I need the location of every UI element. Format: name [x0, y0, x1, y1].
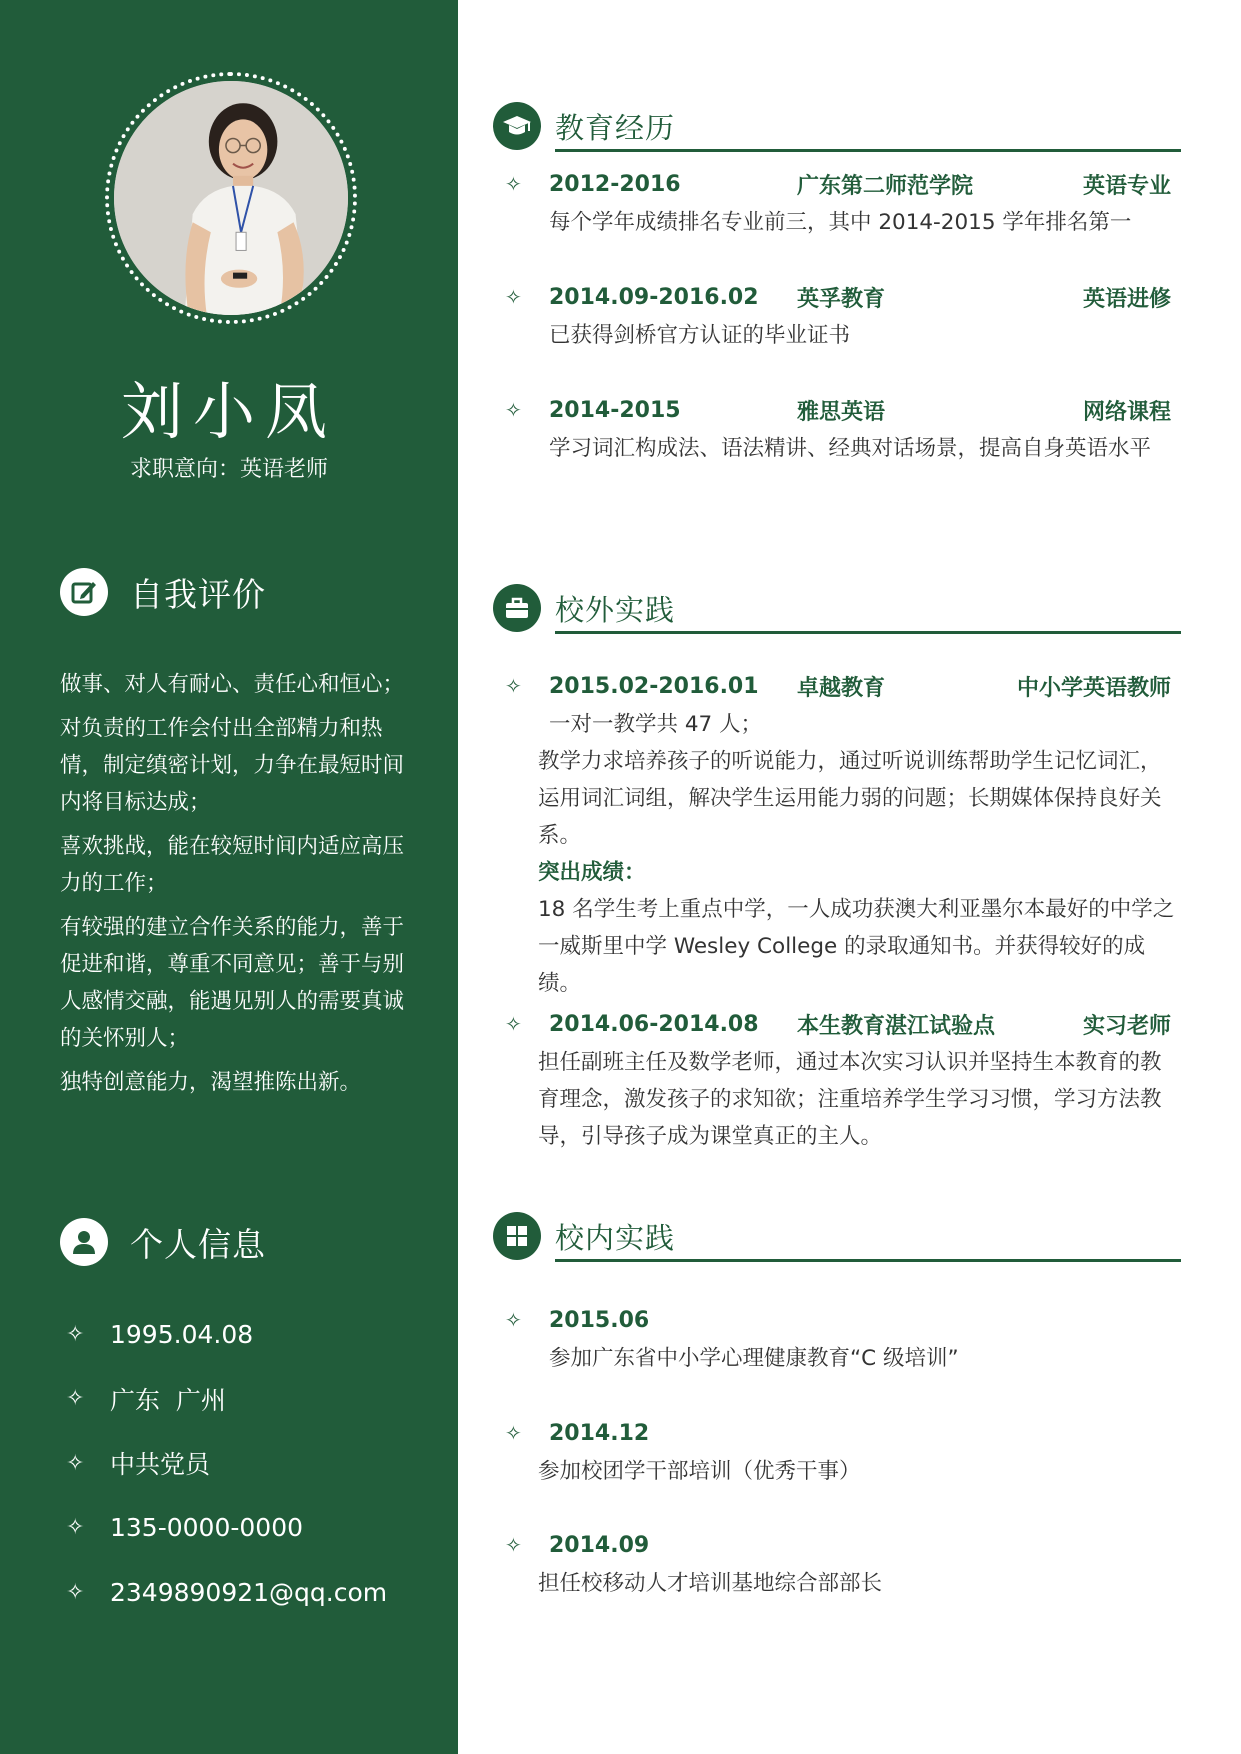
email-address: 2349890921@qq.com: [110, 1577, 388, 1607]
self-eval-item: 有较强的建立合作关系的能力，善于促进和谐，尊重不同意见；善于与别人感情交融，能遇见别人的需要真诚的关怀别人；: [60, 915, 405, 1051]
entry-date: 2015.06: [549, 1307, 650, 1333]
entry-date: 2014.12: [549, 1420, 650, 1446]
sparkle-icon: ✧: [505, 285, 522, 309]
entry-desc: 参加广东省中小学心理健康教育“C 级培训”: [549, 1346, 959, 1371]
info-email: [66, 1560, 387, 1625]
entry-date: 2014-2015: [549, 397, 681, 423]
self-eval-item: 对负责的工作会付出全部精力和热情，制定缜密计划，力争在最短时间内将目标达成；: [60, 716, 405, 815]
job-intent: 求职意向：英语老师: [129, 457, 328, 482]
photo-image: [114, 81, 348, 315]
edit-icon: [60, 568, 108, 616]
sparkle-icon: ✧: [66, 1386, 85, 1412]
entry-desc: 已获得剑桥官方认证的毕业证书: [549, 323, 851, 348]
sparkle-icon: ✧: [505, 1533, 522, 1557]
self-eval-item: 做事、对人有耐心、责任心和恒心；: [60, 672, 405, 697]
external-entry: [505, 666, 1181, 1002]
external-practice-title: 校外实践: [555, 593, 676, 627]
briefcase-icon: [493, 584, 541, 632]
entry-date: 2014.09: [549, 1532, 650, 1558]
info-political: [66, 1431, 387, 1496]
entry-role: 中小学英语教师: [1016, 675, 1171, 701]
sidebar: [0, 0, 458, 1754]
entry-desc: 每个学年成绩排名专业前三，其中 2014-2015 学年排名第一: [549, 210, 1132, 235]
info-birthdate: [66, 1302, 387, 1367]
birthdate: 1995.04.08: [110, 1319, 254, 1349]
education-entry: [505, 164, 1181, 241]
sparkle-icon: ✧: [505, 1308, 522, 1332]
entry-date: 2014.09-2016.02: [549, 284, 759, 310]
sparkle-icon: ✧: [505, 1012, 522, 1036]
sparkle-icon: ✧: [505, 398, 522, 422]
internal-entry: [505, 1413, 1181, 1490]
internal-entry: [505, 1525, 1181, 1602]
education-entry: [505, 277, 1181, 354]
sparkle-icon: ✧: [66, 1321, 85, 1347]
person-portrait-illustration: [114, 81, 348, 315]
entry-org: 卓越教育: [797, 675, 886, 701]
sparkle-icon: ✧: [505, 172, 522, 196]
sparkle-icon: ✧: [66, 1515, 85, 1541]
sparkle-icon: ✧: [66, 1579, 85, 1605]
personal-info-header: [60, 1218, 266, 1266]
education-title: 教育经历: [555, 111, 676, 145]
personal-info-list: [66, 1302, 387, 1625]
sparkle-icon: ✧: [505, 1421, 522, 1445]
entry-org: 英孚教育: [797, 286, 886, 312]
candidate-name: 刘小凤: [120, 375, 337, 448]
entry-desc: 教学力求培养孩子的听说能力，通过听说训练帮助学生记忆词汇，运用词汇词组，解决学生运用能力弱的问题；长期媒体保持良好关系。: [538, 749, 1162, 848]
section-divider: [555, 1259, 1181, 1262]
self-eval-item: 喜欢挑战，能在较短时间内适应高压力的工作；: [60, 834, 405, 896]
entry-desc: 担任副班主任及数学老师，通过本次实习认识并坚持生本教育的教育理念，激发孩子的求知欲；注重培养学生学习习惯，学习方法教导，引导孩子成为课堂真正的主人。: [538, 1050, 1162, 1149]
internal-practice-header: [493, 1206, 1181, 1264]
info-location: [66, 1367, 387, 1432]
phone-number: 135-0000-0000: [110, 1513, 304, 1543]
self-eval-title: 自我评价: [130, 574, 266, 614]
internal-practice-title: 校内实践: [555, 1221, 676, 1255]
entry-lead: 一对一教学共 47 人；: [549, 712, 763, 737]
external-entry: [505, 1004, 1181, 1155]
section-divider: [555, 149, 1181, 152]
external-practice-header: [493, 578, 1181, 636]
self-eval-header: [60, 568, 266, 616]
graduation-cap-icon: [493, 102, 541, 150]
grid-icon: [493, 1212, 541, 1260]
education-entry: [505, 390, 1181, 467]
entry-org: 广东第二师范学院: [797, 173, 974, 199]
entry-org: 本生教育湛江试验点: [797, 1013, 996, 1039]
entry-date: 2015.02-2016.01: [549, 673, 759, 699]
personal-info-title: 个人信息: [130, 1224, 266, 1264]
entry-desc: 参加校团学干部培训（优秀干事）: [538, 1459, 861, 1484]
self-eval-list: [60, 666, 420, 1108]
achievement-label: 突出成绩：: [538, 860, 646, 885]
entry-role: 网络课程: [1082, 399, 1171, 425]
section-divider: [555, 631, 1181, 634]
entry-desc: 担任校移动人才培训基地综合部部长: [538, 1571, 883, 1596]
sparkle-icon: ✧: [66, 1450, 85, 1476]
political-status: 中共党员: [110, 1450, 211, 1480]
self-eval-item: 独特创意能力，渴望推陈出新。: [60, 1070, 362, 1095]
info-phone: [66, 1496, 387, 1561]
entry-desc: 学习词汇构成法、语法精讲、经典对话场景，提高自身英语水平: [549, 436, 1152, 461]
sparkle-icon: ✧: [505, 674, 522, 698]
entry-role: 英语专业: [1082, 173, 1171, 199]
entry-date: 2014.06-2014.08: [549, 1011, 759, 1037]
internal-entry: [505, 1300, 1181, 1377]
entry-role: 实习老师: [1082, 1013, 1171, 1039]
achievement-desc: 18 名学生考上重点中学，一人成功获澳大利亚墨尔本最好的中学之一威斯里中学 Wesley College 的录取通知书。并获得较好的成绩。: [538, 897, 1175, 996]
user-icon: [60, 1218, 108, 1266]
location: 广东 广州: [110, 1385, 226, 1415]
entry-date: 2012-2016: [549, 171, 681, 197]
profile-photo: [105, 72, 357, 324]
education-header: [493, 96, 1181, 154]
entry-org: 雅思英语: [797, 399, 886, 425]
entry-role: 英语进修: [1082, 286, 1171, 312]
